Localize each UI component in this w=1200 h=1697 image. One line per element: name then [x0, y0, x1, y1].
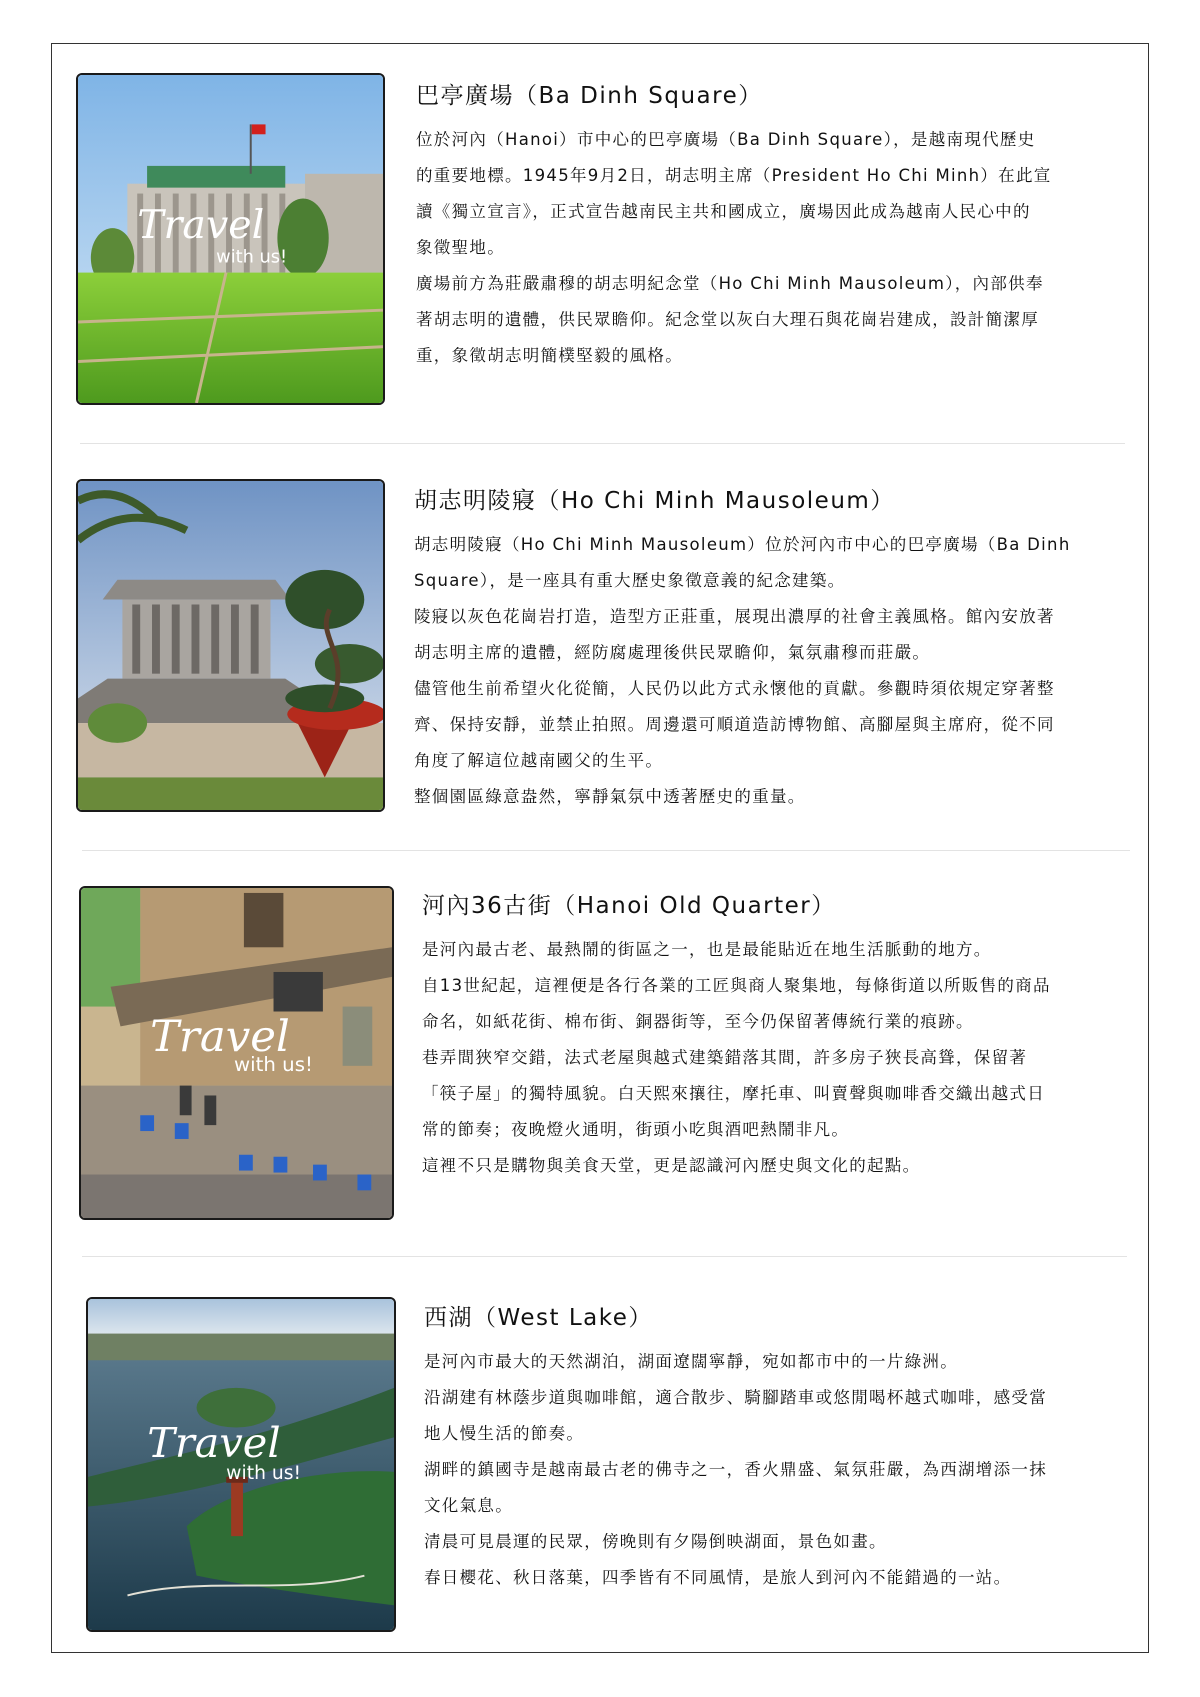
- paragraph-line: 巷弄間狹窄交錯，法式老屋與越式建築錯落其間，許多房子狹長高聳，保留著: [422, 1048, 1028, 1067]
- paragraph-line: 陵寢以灰色花崗岩打造，造型方正莊重，展現出濃厚的社會主義風格。館內安放著: [414, 607, 1055, 626]
- paragraph-line: 「筷子屋」的獨特風貌。白天熙來攘往，摩托車、叫賣聲與咖啡香交織出越式日: [422, 1084, 1045, 1103]
- watermark-sub-text: with us!: [226, 1462, 302, 1484]
- watermark-text: Travel: [147, 1419, 281, 1468]
- paragraph-line: 文化氣息。: [424, 1496, 513, 1515]
- section-title: 胡志明陵寢（Ho Chi Minh Mausoleum）: [414, 488, 895, 514]
- section-mausoleum: [414, 485, 1144, 815]
- paragraph-line: 讀《獨立宣言》，正式宣告越南民主共和國成立，廣場因此成為越南人民心中的: [416, 202, 1031, 221]
- section-divider: [82, 1256, 1127, 1257]
- paragraph-line: 重，象徵胡志明簡樸堅毅的風格。: [416, 346, 683, 365]
- paragraph-line: 位於河內（Hanoi）市中心的巴亭廣場（Ba Dinh Square），是越南現代歷史: [416, 130, 1036, 149]
- section-old-quarter: [422, 890, 1132, 1184]
- section-west-lake: [424, 1302, 1134, 1596]
- watermark-sub-text: with us!: [234, 1052, 313, 1076]
- paragraph-line: 命名，如紙花街、棉布街、銅器街等，至今仍保留著傳統行業的痕跡。: [422, 1012, 974, 1031]
- paragraph-line: 整個園區綠意盎然，寧靜氣氛中透著歷史的重量。: [414, 787, 806, 806]
- paragraph-line: 沿湖建有林蔭步道與咖啡館，適合散步、騎腳踏車或悠閒喝杯越式咖啡，感受當: [424, 1388, 1047, 1407]
- paragraph-line: 儘管他生前希望火化從簡，人民仍以此方式永懷他的貢獻。參觀時須依規定穿著整: [414, 679, 1055, 698]
- watermark-text: Travel: [150, 1012, 290, 1063]
- paragraph-line: 廣場前方為莊嚴肅穆的胡志明紀念堂（Ho Chi Minh Mausoleum），內部供奉: [416, 274, 1044, 293]
- section-title: 西湖（West Lake）: [424, 1305, 653, 1331]
- paragraph-line: 象徵聖地。: [416, 238, 505, 257]
- paragraph-line: 湖畔的鎮國寺是越南最古老的佛寺之一，香火鼎盛、氣氛莊嚴，為西湖增添一抹: [424, 1460, 1047, 1479]
- paragraph-line: 的重要地標。1945年9月2日，胡志明主席（President Ho Chi Minh）在此宣: [416, 166, 1052, 185]
- paragraph-line: 齊、保持安靜，並禁止拍照。周邊還可順道造訪博物館、高腳屋與主席府，從不同: [414, 715, 1055, 734]
- paragraph-line: 這裡不只是購物與美食天堂，更是認識河內歷史與文化的起點。: [422, 1156, 921, 1175]
- west-lake-photo: [86, 1297, 396, 1632]
- section-title: 巴亭廣場（Ba Dinh Square）: [416, 83, 763, 109]
- ba-dinh-square-photo: [76, 73, 385, 405]
- paragraph-line: 自13世紀起，這裡便是各行各業的工匠與商人聚集地，每條街道以所販售的商品: [422, 976, 1051, 995]
- paragraph-line: 是河內最古老、最熱鬧的街區之一，也是最能貼近在地生活脈動的地方。: [422, 940, 992, 959]
- paragraph-line: Square），是一座具有重大歷史象徵意義的紀念建築。: [414, 571, 846, 590]
- old-quarter-photo: [79, 886, 394, 1220]
- paragraph-line: 清晨可見晨運的民眾，傍晚則有夕陽倒映湖面，景色如畫。: [424, 1532, 887, 1551]
- section-divider: [80, 443, 1125, 444]
- paragraph-line: 春日櫻花、秋日落葉，四季皆有不同風情，是旅人到河內不能錯過的一站。: [424, 1568, 1012, 1587]
- watermark-text: Travel: [137, 201, 265, 249]
- paragraph-line: 胡志明主席的遺體，經防腐處理後供民眾瞻仰，氣氛肅穆而莊嚴。: [414, 643, 931, 662]
- paragraph-line: 著胡志明的遺體，供民眾瞻仰。紀念堂以灰白大理石與花崗岩建成，設計簡潔厚: [416, 310, 1039, 329]
- section-ba-dinh-square: [416, 80, 1126, 374]
- section-title: 河內36古街（Hanoi Old Quarter）: [422, 893, 836, 919]
- watermark-sub-text: with us!: [216, 247, 288, 268]
- paragraph-line: 角度了解這位越南國父的生平。: [414, 751, 664, 770]
- mausoleum-photo: [76, 479, 385, 812]
- section-divider: [82, 850, 1130, 851]
- paragraph-line: 地人慢生活的節奏。: [424, 1424, 585, 1443]
- paragraph-line: 胡志明陵寢（Ho Chi Minh Mausoleum）位於河內市中心的巴亭廣場（Ba Dinh: [414, 535, 1071, 554]
- paragraph-line: 常的節奏；夜晚燈火通明，街頭小吃與酒吧熱鬧非凡。: [422, 1120, 850, 1139]
- paragraph-line: 是河內市最大的天然湖泊，湖面遼闊寧靜，宛如都市中的一片綠洲。: [424, 1352, 958, 1371]
